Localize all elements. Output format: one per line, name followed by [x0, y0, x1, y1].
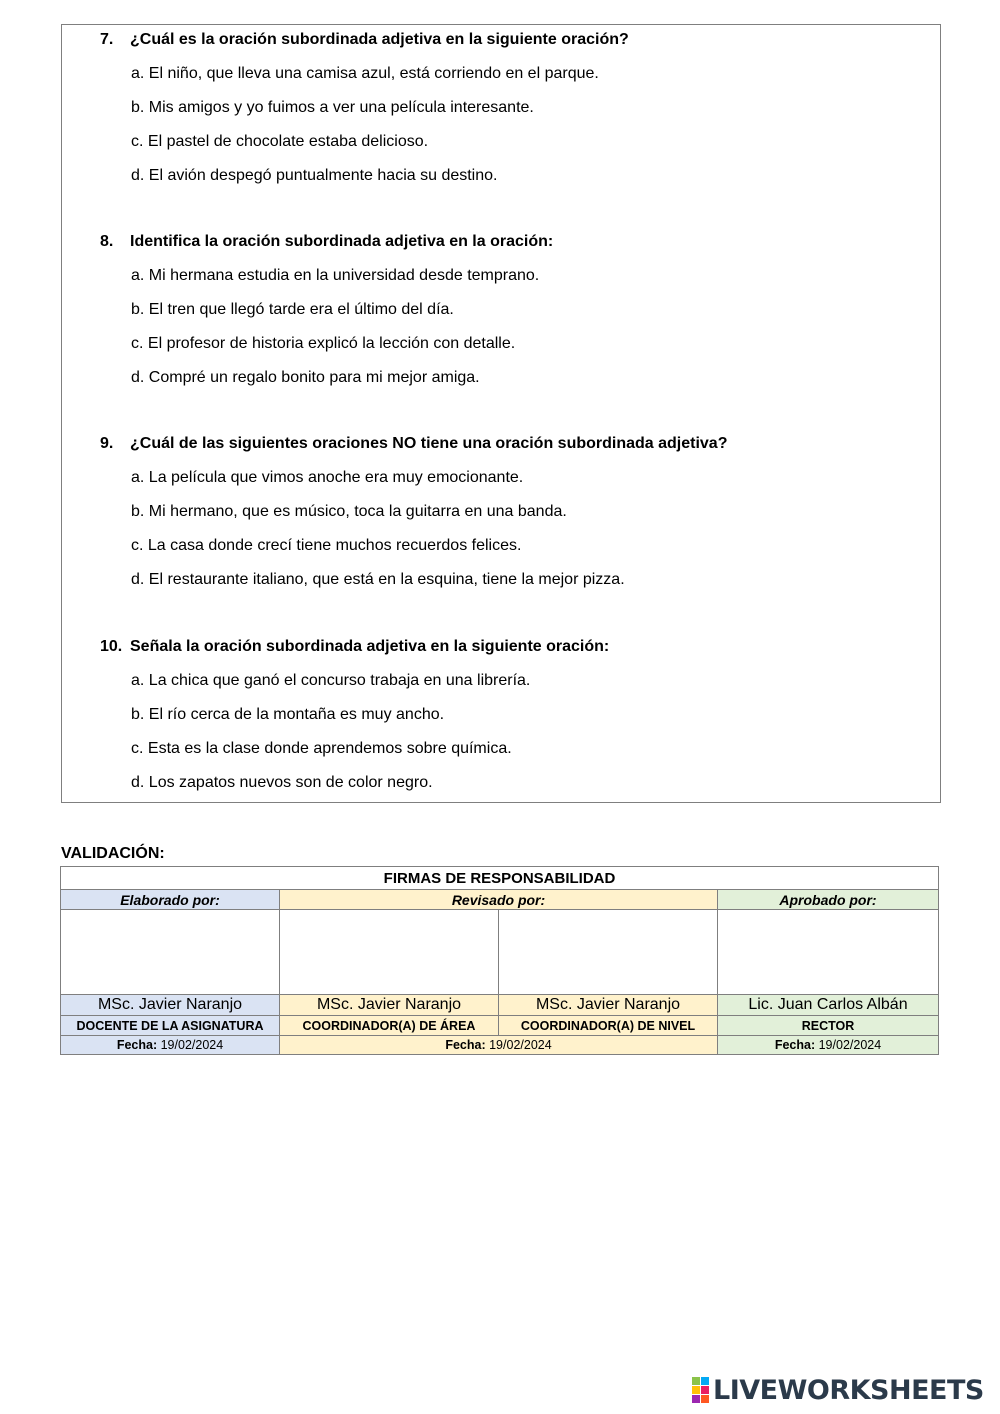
option-a[interactable]: a. El niño, que lleva una camisa azul, está corriendo en el parque. [131, 65, 599, 82]
question-text: ¿Cuál de las siguientes oraciones NO tiene una oración subordinada adjetiva? [130, 435, 728, 452]
option-a[interactable]: a. La chica que ganó el concurso trabaja en una librería. [131, 672, 531, 689]
question-title [100, 232, 930, 252]
date-label: Fecha: [116, 1038, 158, 1052]
role-revisado-nivel: COORDINADOR(A) DE NIVEL [499, 1016, 718, 1036]
question-8 [100, 232, 930, 388]
option-b[interactable]: b. El río cerca de la montaña es muy ancho. [131, 706, 445, 723]
validation-label: VALIDACIÓN: [61, 845, 165, 862]
role-revisado-area: COORDINADOR(A) DE ÁREA [280, 1016, 499, 1036]
question-number: 8. [100, 233, 114, 250]
question-10 [100, 637, 930, 793]
option-c[interactable]: c. El profesor de historia explicó la lección con detalle. [131, 335, 516, 352]
option-b[interactable]: b. Mi hermano, que es músico, toca la guitarra en una banda. [131, 503, 567, 520]
name-elaborado: MSc. Javier Naranjo [61, 995, 280, 1016]
option-a[interactable]: a. Mi hermana estudia en la universidad desde temprano. [131, 267, 540, 284]
logo-text: LIVEWORKSHEETS [713, 1374, 984, 1406]
question-title [100, 637, 930, 657]
name-aprobado: Lic. Juan Carlos Albán [718, 995, 939, 1016]
option-c[interactable]: c. La casa donde crecí tiene muchos recuerdos felices. [131, 537, 522, 554]
date-value: 19/02/2024 [489, 1038, 552, 1052]
question-number: 10. [100, 638, 123, 655]
header-aprobado: Aprobado por: [718, 890, 939, 910]
question-text: Señala la oración subordinada adjetiva en la siguiente oración: [130, 638, 610, 655]
signature-box-revisado-nivel[interactable] [499, 910, 718, 995]
signatures-table [60, 866, 939, 1055]
questions-box [61, 24, 941, 803]
header-elaborado: Elaborado por: [61, 890, 280, 910]
option-c[interactable]: c. El pastel de chocolate estaba delicioso. [131, 133, 429, 150]
option-d[interactable]: d. Los zapatos nuevos son de color negro. [131, 774, 433, 791]
option-b[interactable]: b. El tren que llegó tarde era el último del día. [131, 301, 454, 318]
name-revisado-area: MSc. Javier Naranjo [280, 995, 499, 1016]
question-title [100, 30, 930, 50]
table-title: FIRMAS DE RESPONSABILIDAD [61, 867, 939, 890]
option-d[interactable]: d. El restaurante italiano, que está en la esquina, tiene la mejor pizza. [131, 571, 625, 588]
role-aprobado: RECTOR [718, 1016, 939, 1036]
question-text: Identifica la oración subordinada adjetiva en la oración: [130, 233, 554, 250]
question-title [100, 434, 930, 454]
question-text: ¿Cuál es la oración subordinada adjetiva en la siguiente oración? [130, 31, 629, 48]
date-aprobado [718, 1036, 939, 1055]
question-9 [100, 434, 930, 590]
signature-box-aprobado[interactable] [718, 910, 939, 995]
question-number: 7. [100, 31, 114, 48]
option-b[interactable]: b. Mis amigos y yo fuimos a ver una película interesante. [131, 99, 534, 116]
option-c[interactable]: c. Esta es la clase donde aprendemos sobre química. [131, 740, 512, 757]
date-revisado [280, 1036, 718, 1055]
header-revisado: Revisado por: [280, 890, 718, 910]
question-number: 9. [100, 435, 114, 452]
signature-box-revisado-area[interactable] [280, 910, 499, 995]
question-7 [100, 30, 930, 186]
signature-box-elaborado[interactable] [61, 910, 280, 995]
date-label: Fecha: [445, 1038, 486, 1052]
date-value: 19/02/2024 [818, 1038, 882, 1052]
liveworksheets-icon [692, 1377, 709, 1403]
liveworksheets-logo[interactable] [692, 1374, 984, 1406]
role-elaborado: DOCENTE DE LA ASIGNATURA [61, 1016, 280, 1036]
option-d[interactable]: d. Compré un regalo bonito para mi mejor amiga. [131, 369, 480, 386]
date-label: Fecha: [774, 1038, 816, 1052]
date-elaborado [61, 1036, 280, 1055]
name-revisado-nivel: MSc. Javier Naranjo [499, 995, 718, 1016]
date-value: 19/02/2024 [160, 1038, 224, 1052]
option-a[interactable]: a. La película que vimos anoche era muy emocionante. [131, 469, 524, 486]
option-d[interactable]: d. El avión despegó puntualmente hacia su destino. [131, 167, 498, 184]
